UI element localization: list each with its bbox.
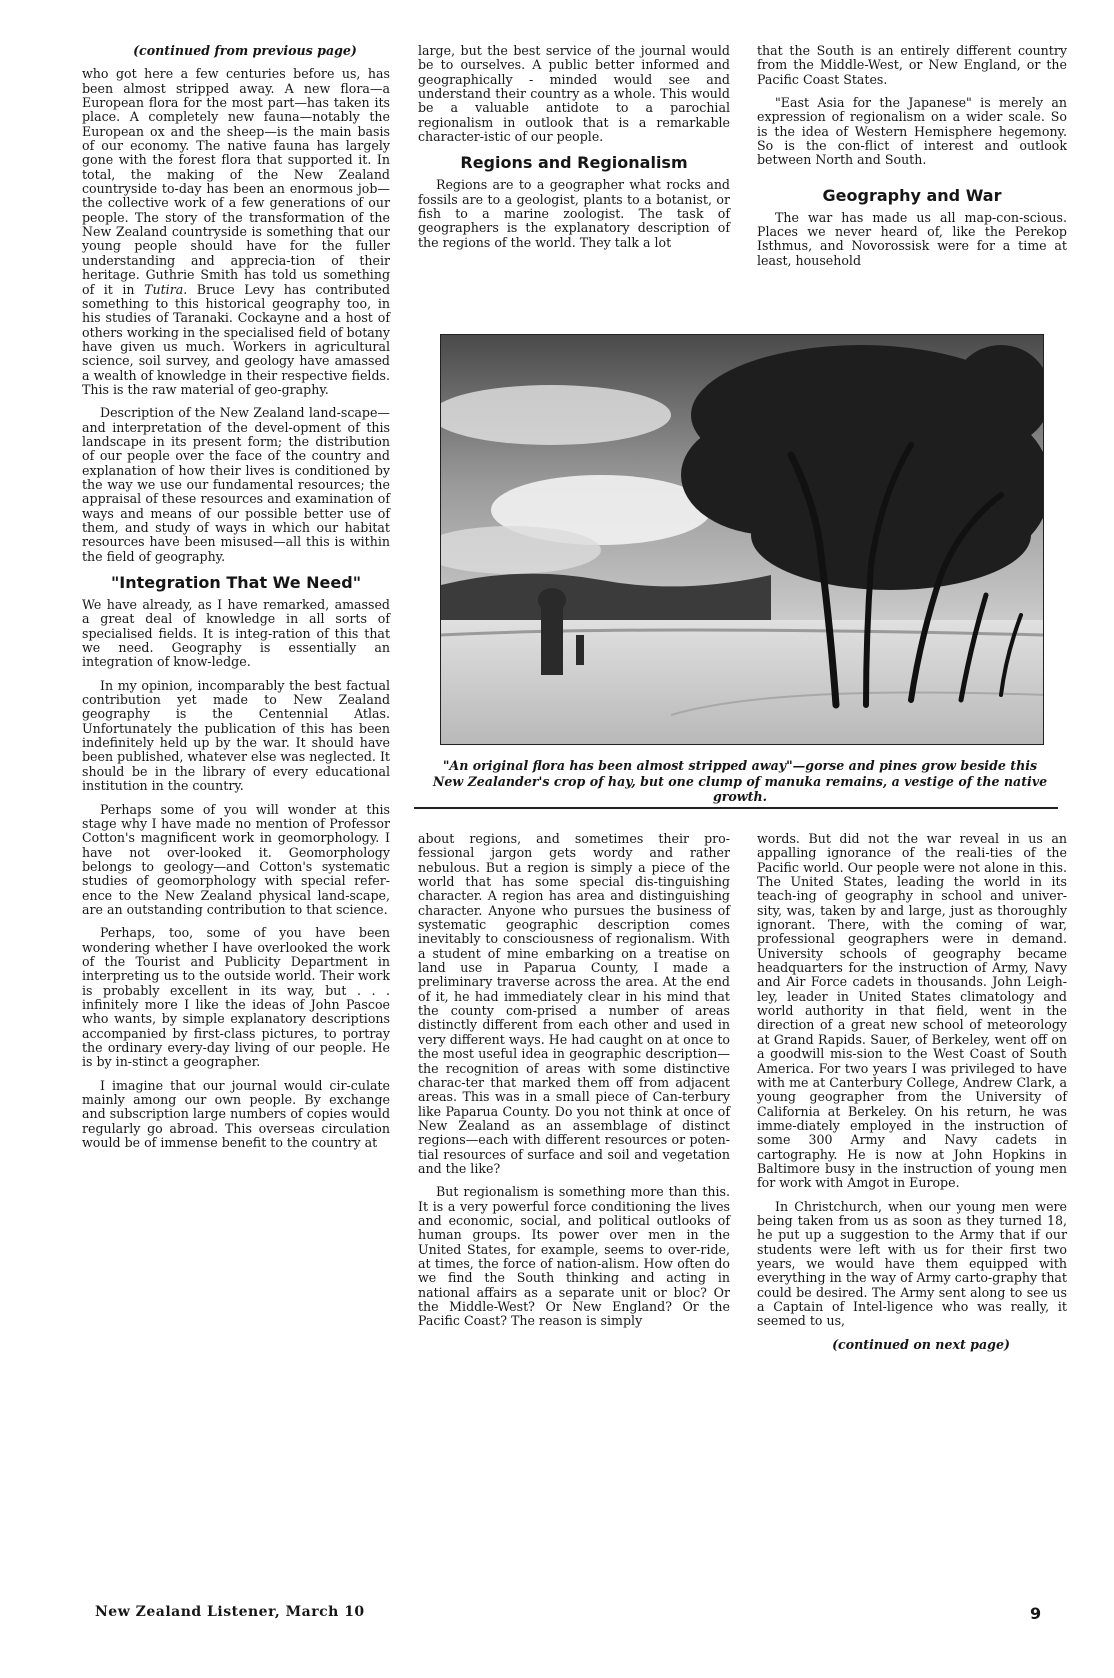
paragraph: In Christchurch, when our young men were being taken from us as soon as they turned 18, he put up a suggestion to the Army that if our students were left with us for their first two years, we would have them equipped with everything in the way of Army carto-graphy that could be desired. The Army sent along to see us a Captain of Intel-ligence who was really, it seemed to us, xyxy=(757,1198,1067,1329)
section-heading: "Integration That We Need" xyxy=(110,573,362,593)
column-1 xyxy=(82,44,390,1150)
paragraph: In my opinion, incomparably the best factual contribution yet made to New Zealand geography is the Centennial Atlas. Unfortunately the publication of this has been indefinitely held up by the war. It should have been published, whatever else was neglected. It should be in the library of every educational institution in the country. xyxy=(82,677,390,794)
divider-rule xyxy=(414,807,1058,809)
column-3-bottom xyxy=(757,832,1067,1361)
publication-footer: New Zealand Listener, March 10 xyxy=(95,1604,365,1620)
trees-hayfield-image xyxy=(441,335,1044,745)
paragraph: We have already, as I have remarked, amassed a great deal of knowledge in all sorts of specialised fields. It is integ-ration of this that we need. Geography is essentially an integration of know-ledge. xyxy=(82,597,390,670)
paragraph: who got here a few centuries before us, has been almost stripped away. A new flora—a European flora for the most part—has taken its place. A completely new fauna—notably the European ox and the sheep—is the main basis of our economy. The native fauna has largely gone with the forest flora that supported it. In total, the making of the New Zealand countryside to-day has been an enormous job—the collective work of a few generations of our people. The story of the transformation of the New Zealand countryside is something that our young people should have for the fuller understanding and apprecia-tion of their heritage. Guthrie Smith has told us something of it in Tutira. Bruce Levy has contributed something to this historical geography too, in his studies of Taranaki. Cockayne and a host of others working in the specialised field of botany have given us much. Workers in agricultural science, soil survey, and geology have amassed a wealth of knowledge in their respective fields. This is the raw material of geo-graphy. xyxy=(82,66,391,397)
column-2-bottom xyxy=(418,832,730,1329)
page-number: 9 xyxy=(1030,1604,1042,1623)
paragraph: Perhaps some of you will wonder at this stage why I have made no mention of Professor Cotton's magnificent work in geomorphology. I have not over-looked it. Geomorphology belongs to geology—and Cotton's systematic studies of geomorphology with special refer-ence to the New Zealand physical land-scape, are an outstanding contribution to that science. xyxy=(82,801,390,917)
continued-from-note: (continued from previous page) xyxy=(133,43,357,58)
paragraph: Description of the New Zealand land-scape—and interpretation of the devel-opment of this landscape in its present form; the distribution of our people over the face of the country and explanation of how their lives is conditioned by the way we use our fundamental resources; the appraisal of these resources and examination of ways and means of our possible better use of them, and study of ways in which our habitat resources have been misused—all this is within the field of geography. xyxy=(82,405,390,564)
paragraph: Regions are to a geographer what rocks and fossils are to a geologist, plants to a botanist, or fish to a marine zoologist. The task of geographers is the explanatory description of the regions of the world. They talk a lot xyxy=(418,177,730,250)
paragraph: Perhaps, too, some of you have been wondering whether I have overlooked the work of the Tourist and Publicity Department in interpreting us to the outside world. Their work is probably excellent in its way, but . . . infinitely more I like the ideas of John Pascoe who wants, by simple explanatory descriptions accompanied by first-class pictures, to portray the ordinary every-day living of our people. He is by in-stinct a geographer. xyxy=(82,925,390,1070)
continued-on-note: (continued on next page) xyxy=(832,1336,1010,1352)
book-title: Tutira. xyxy=(144,281,188,297)
paragraph: words. But did not the war reveal in us an appalling ignorance of the reali-ties of the Pacific world. Our people were not alone in this. The United States, leading the world in its teach-ing of geography in school and univer-sity, was, taken by and large, just as thoroughly ignorant. There, with the coming of war, professional geographers were in demand. University schools of geography became headquarters for the instruction of Army, Navy and Air Force cadets in thousands. John Leigh-ley, leader in United States climatology and world authority in that field, went in the direction of a great new school of meteorology at Grand Rapids. Sauer, of Berkeley, went off on a goodwill mis-sion to the West Coast of South America. For two years I was privileged to have with me at Canterbury College, Andrew Clark, a young geographer from the University of California at Berkeley. On his return, he was imme-diately employed in the instruction of some 300 Army and Navy cadets in cartography. He is now at John Hopkins in Baltimore busy in the instruction of young men for work with Amgot in Europe. xyxy=(757,831,1067,1191)
column-3-top xyxy=(757,44,1067,268)
paragraph: "East Asia for the Japanese" is merely an expression of regionalism on a wider scale. So is the idea of Western Hemisphere hegemony. So is the con-flict of interest and outlook between North and South. xyxy=(757,95,1067,168)
section-heading: Regions and Regionalism xyxy=(460,153,688,173)
paragraph: The war has made us all map-con-scious. Places we never heard of, like the Perekop Isthmus, and Novorossisk were for a time at least, household xyxy=(757,209,1067,268)
section-heading: Geography and War xyxy=(822,185,1002,205)
landscape-photo xyxy=(440,334,1044,745)
paragraph: But regionalism is something more than this. It is a very powerful force conditioning the lives and economic, social, and political outlooks of human groups. Its power over men in the United States, for example, seems to over-ride, at times, the force of nation-alism. How often do we find the South thinking and acting in national affairs as a separate unit or bloc? Or the Middle-West? Or New England? Or the Pacific Coast? The reason is simply xyxy=(418,1184,730,1329)
paragraph: that the South is an entirely different country from the Middle-West, or New England, or the Pacific Coast States. xyxy=(757,43,1067,87)
paragraph: about regions, and sometimes their pro-fessional jargon gets wordy and rather nebulous. But a region is simply a piece of the world that has some special dis-tinguishing character. A region has area and distinguishing character. Anyone who pursues the business of systematic geographic description comes inevitably to consciousness of regionalism. With a student of mine embarking on a treatise on land use in Paparua County, I made a preliminary traverse across the area. At the end of it, he had immediately clear in his mind that the county com-prised a number of areas distinctly different from each other and used in very different ways. He had caught on at once to the most useful idea in geographic description—the recognition of areas with some distinctive charac-ter that marked them off from adjacent areas. This was in a small piece of Can-terbury like Paparua County. Do you not think at once of New Zealand as an assemblage of distinct regions—each with different resources or poten-tial resources of surface and soil and vegetation and the like? xyxy=(418,831,730,1176)
paragraph: large, but the best service of the journal would be to ourselves. A public better informed and geographically - minded would see and understand their country as a whole. This would be a valuable antidote to a parochial regionalism in outlook that is a remarkable character-istic of our people. xyxy=(418,43,730,145)
column-2-top xyxy=(418,44,730,250)
paragraph: I imagine that our journal would cir-culate mainly among our own people. By exchange and subscription large numbers of copies would regularly go abroad. This overseas circulation would be of immense benefit to the country at xyxy=(82,1077,390,1151)
photo-caption: "An original flora has been almost stripped away"—gorse and pines grow beside this New Zealander's crop of hay, but one clump of manuka remains, a vestige of the native growth. xyxy=(432,758,1048,804)
